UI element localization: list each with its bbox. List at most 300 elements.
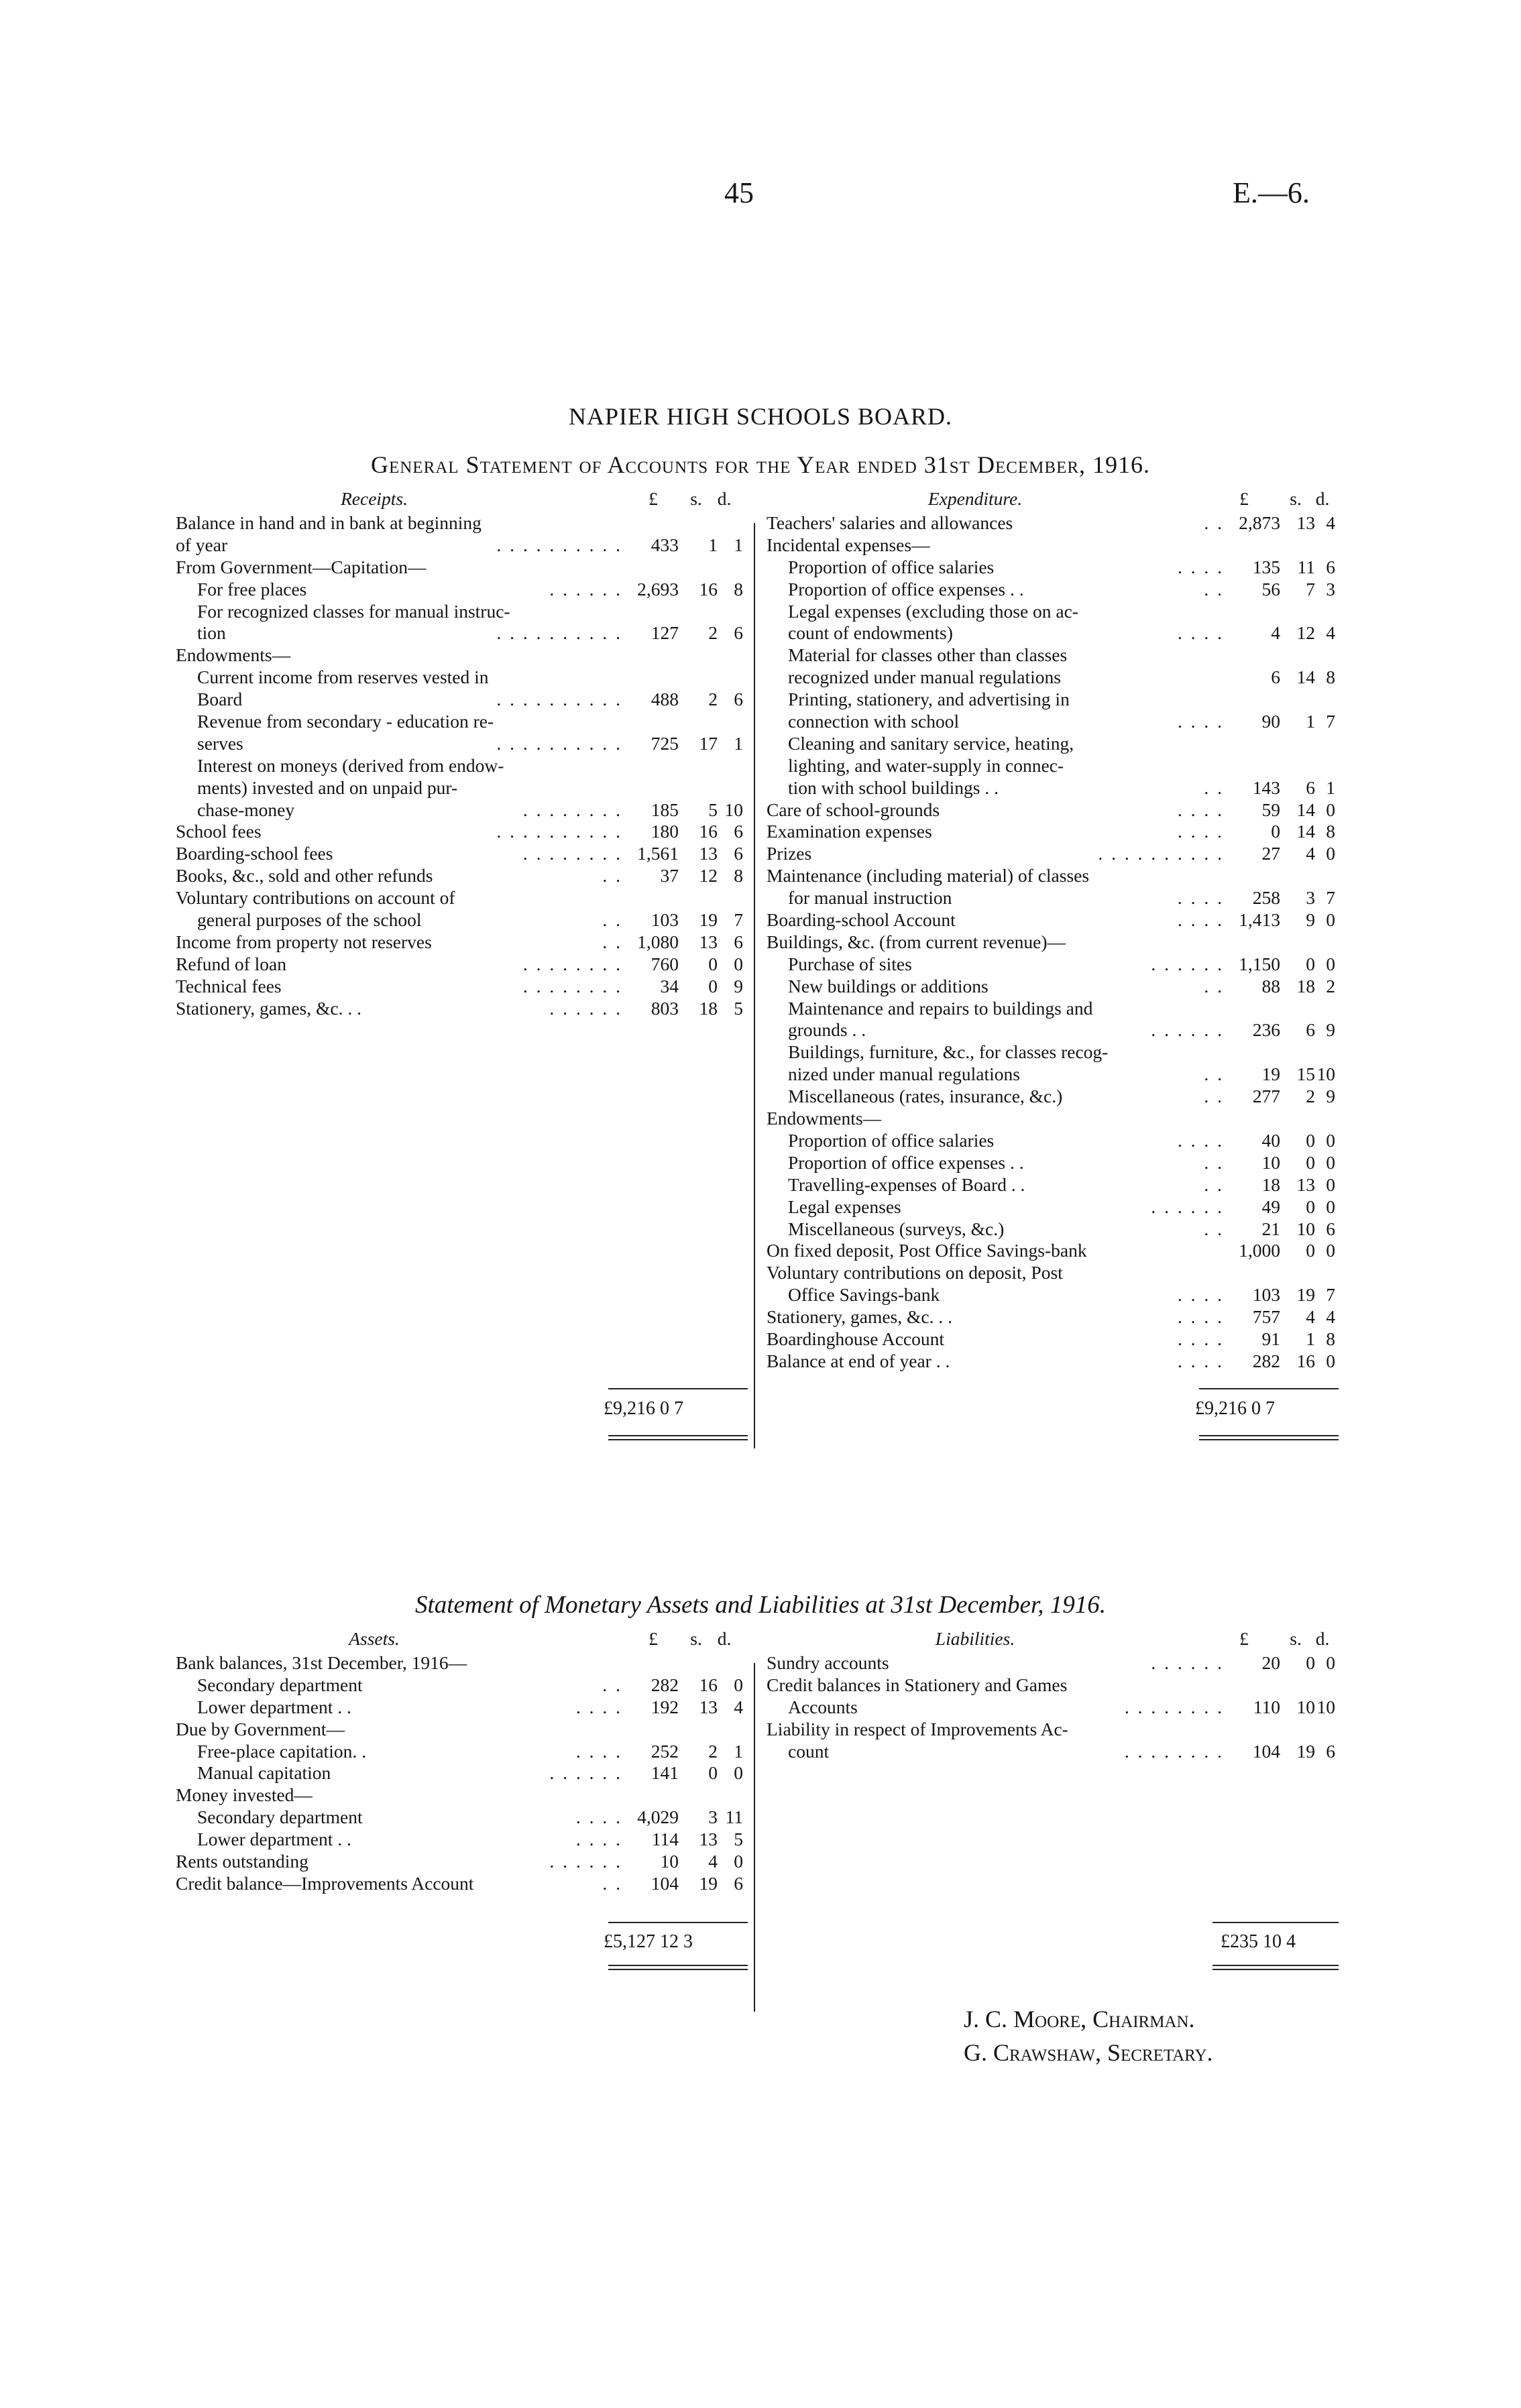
shillings-value: 5 <box>708 799 718 820</box>
row-label: Boarding-school fees <box>176 843 333 864</box>
row-label: general purposes of the school <box>197 909 422 931</box>
ledger-row <box>767 1174 1338 1196</box>
ledger-row <box>767 644 1338 667</box>
leader-dots: . . . . <box>1177 887 1224 909</box>
pounds-value: 143 <box>1252 777 1280 798</box>
shillings-value: 16 <box>699 821 718 842</box>
receipts-header <box>176 488 747 512</box>
row-label: Teachers' salaries and allowances <box>767 512 1013 533</box>
pounds-value: 2,693 <box>637 578 679 599</box>
leader-dots: . . <box>1204 1218 1224 1239</box>
shillings-unit: s. <box>1290 1628 1302 1649</box>
leader-dots: . . . . <box>575 1740 622 1762</box>
pounds-value: 236 <box>1252 1019 1280 1041</box>
pence-value: 6 <box>734 689 743 710</box>
pence-value: 4 <box>1326 512 1335 533</box>
row-label: Manual capitation <box>197 1762 331 1784</box>
row-label: Incidental expenses— <box>767 534 930 555</box>
shillings-value: 7 <box>1306 578 1315 599</box>
statement-title: Statement of Monetary Assets and Liabilities at 31st December, 1916. <box>414 1591 1107 1619</box>
ledger-row <box>176 954 747 976</box>
row-label: grounds . . <box>788 1019 866 1041</box>
board-title: NAPIER HIGH SCHOOLS BOARD. <box>568 403 953 430</box>
ledger-row <box>176 755 747 777</box>
pence-value: 0 <box>1326 1350 1335 1371</box>
row-label: New buildings or additions <box>788 975 989 996</box>
shillings-value: 15 <box>1296 1064 1315 1085</box>
row-label: for manual instruction <box>788 887 952 909</box>
shillings-value: 1 <box>708 534 718 555</box>
liabilities-heading: Liabilities. <box>935 1628 1015 1649</box>
row-label: Maintenance and repairs to buildings and <box>788 997 1093 1019</box>
ledger-row <box>176 1719 747 1741</box>
pounds-value: 4 <box>1271 622 1280 644</box>
row-label: Proportion of office salaries <box>788 556 995 577</box>
shillings-value: 0 <box>708 975 718 996</box>
row-label: Credit balances in Stationery and Games <box>767 1674 1068 1695</box>
expenditure-double-rule <box>1199 1435 1339 1440</box>
pence-value: 0 <box>734 953 743 974</box>
row-label: Revenue from secondary - education re- <box>197 711 494 732</box>
ledger-row <box>176 733 747 755</box>
pence-unit: d. <box>717 1628 732 1649</box>
assets-heading: Assets. <box>349 1628 400 1649</box>
ledger-row <box>176 711 747 733</box>
leader-dots: . . . . . . . . . . <box>496 622 622 644</box>
leader-dots: . . <box>1204 1086 1224 1107</box>
leader-dots: . . . . . . <box>1151 1196 1224 1217</box>
leader-dots: . . . . . . . . <box>522 843 622 864</box>
shillings-value: 9 <box>1306 909 1315 931</box>
pence-value: 10 <box>1316 1064 1335 1085</box>
ledger-row <box>176 644 747 667</box>
leader-dots: . . <box>602 865 622 886</box>
pounds-unit: £ <box>649 488 658 509</box>
ledger-row <box>767 1086 1338 1108</box>
leader-dots: . . . . . . . . . . <box>496 821 622 842</box>
leader-dots: . . . . . . . . . . <box>1098 843 1224 864</box>
shillings-value: 14 <box>1296 799 1315 820</box>
row-label: lighting, and water-supply in connec- <box>788 754 1064 776</box>
ledger-row <box>767 1019 1338 1041</box>
leader-dots: . . . . . . <box>549 997 622 1019</box>
ledger-row <box>176 689 747 711</box>
ledger-row <box>767 931 1338 954</box>
pounds-value: 757 <box>1252 1306 1280 1328</box>
leader-dots: . . . . . . . . . . <box>496 732 622 754</box>
ledger-row <box>767 1196 1338 1218</box>
column-divider <box>754 523 755 1448</box>
row-label: From Government—Capitation— <box>176 556 427 577</box>
ledger-row <box>176 1652 747 1674</box>
ledger-row <box>767 557 1338 579</box>
pounds-value: 10 <box>1261 1151 1280 1173</box>
ledger-row <box>767 579 1338 601</box>
row-label: Books, &c., sold and other refunds <box>176 865 433 886</box>
ledger-row <box>767 799 1338 821</box>
leader-dots: . . . . . . <box>1151 1652 1224 1673</box>
ledger-row <box>176 1851 747 1873</box>
shillings-value: 2 <box>1306 1086 1315 1107</box>
ledger-row <box>176 887 747 909</box>
pounds-value: 91 <box>1261 1328 1280 1349</box>
shillings-value: 4 <box>1306 843 1315 864</box>
shillings-value: 0 <box>708 953 718 974</box>
pence-value: 8 <box>734 865 743 886</box>
row-label: Money invested— <box>176 1784 313 1806</box>
pounds-value: 4,029 <box>637 1807 679 1828</box>
row-label: Buildings, &c. (from current revenue)— <box>767 931 1066 952</box>
ledger-row <box>176 622 747 644</box>
pounds-value: 1,080 <box>637 931 679 952</box>
row-label: Proportion of office salaries <box>788 1129 995 1151</box>
row-label: count <box>788 1740 830 1762</box>
shillings-value: 4 <box>708 1851 718 1872</box>
shillings-value: 17 <box>699 732 718 754</box>
leader-dots: . . . . <box>1177 622 1224 644</box>
pence-value: 0 <box>1326 1173 1335 1195</box>
ledger-row <box>176 931 747 954</box>
ledger-row <box>176 601 747 623</box>
ledger-row <box>767 865 1338 887</box>
pence-value: 0 <box>1326 799 1335 820</box>
pounds-value: 110 <box>1253 1696 1280 1717</box>
ledger-row <box>767 689 1338 711</box>
leader-dots: . . . . . . <box>1151 953 1224 974</box>
row-label: Current income from reserves vested in <box>197 667 489 688</box>
liabilities-rows <box>767 1652 1338 1762</box>
leader-dots: . . <box>602 931 622 952</box>
row-label: ments) invested and on unpaid pur- <box>197 777 458 798</box>
row-label: Liability in respect of Improvements Ac- <box>767 1718 1068 1739</box>
pence-value: 9 <box>1326 1019 1335 1041</box>
ledger-row <box>176 579 747 601</box>
row-label: For free places <box>197 578 307 599</box>
leader-dots: . . . . . . <box>549 578 622 599</box>
pence-value: 8 <box>1326 1328 1335 1349</box>
liabilities-table <box>767 1628 1338 1762</box>
ledger-row <box>767 622 1338 644</box>
row-label: Prizes <box>767 843 812 864</box>
row-label: Buildings, furniture, &c., for classes recog- <box>788 1041 1109 1063</box>
pence-value: 0 <box>1326 909 1335 931</box>
expenditure-rows <box>767 512 1338 1373</box>
pence-value: 9 <box>734 975 743 996</box>
shillings-value: 18 <box>1296 975 1315 996</box>
shillings-value: 13 <box>699 931 718 952</box>
pence-value: 6 <box>734 843 743 864</box>
pence-value: 4 <box>734 1696 743 1717</box>
ledger-row <box>176 1784 747 1807</box>
pounds-value: 277 <box>1252 1086 1280 1107</box>
accounts-title: General Statement of Accounts for the Year ended 31st December, 1916. <box>370 451 1151 478</box>
leader-dots: . . <box>1204 975 1224 996</box>
leader-dots: . . . . . . <box>549 1851 622 1872</box>
ledger-row <box>767 976 1338 998</box>
pounds-value: 104 <box>1252 1740 1280 1762</box>
pounds-value: 141 <box>651 1762 679 1784</box>
pounds-value: 19 <box>1261 1064 1280 1085</box>
shillings-value: 0 <box>1306 1196 1315 1217</box>
row-label: Proportion of office expenses . . <box>788 578 1024 599</box>
pounds-value: 803 <box>651 997 679 1019</box>
expenditure-table <box>767 488 1338 1373</box>
pence-value: 1 <box>1326 777 1335 798</box>
pence-value: 8 <box>734 578 743 599</box>
pence-value: 7 <box>1326 1284 1335 1306</box>
pence-value: 8 <box>1326 821 1335 842</box>
pounds-value: 282 <box>651 1674 679 1695</box>
shillings-value: 3 <box>708 1807 718 1828</box>
pounds-value: 34 <box>660 975 679 996</box>
pounds-value: 282 <box>1252 1350 1280 1371</box>
pence-value: 1 <box>734 732 743 754</box>
pounds-unit: £ <box>649 1628 658 1649</box>
ledger-row <box>176 1674 747 1697</box>
ledger-row <box>176 843 747 865</box>
pounds-value: 488 <box>651 689 679 710</box>
row-label: Sundry accounts <box>767 1652 889 1673</box>
pence-value: 11 <box>725 1807 743 1828</box>
shillings-value: 1 <box>1306 1328 1315 1349</box>
pence-value: 10 <box>1316 1696 1335 1717</box>
leader-dots: . . <box>602 1872 622 1894</box>
row-label: Boarding-school Account <box>767 909 956 931</box>
row-label: Miscellaneous (rates, insurance, &c.) <box>788 1086 1063 1107</box>
pounds-value: 20 <box>1261 1652 1280 1673</box>
ledger-row <box>176 1873 747 1895</box>
ledger-row <box>767 1674 1338 1697</box>
shillings-value: 0 <box>1306 1652 1315 1673</box>
ledger-row <box>767 1240 1338 1262</box>
row-label: count of endowments) <box>788 622 953 644</box>
row-label: Boardinghouse Account <box>767 1328 945 1349</box>
pence-value: 1 <box>734 1740 743 1762</box>
row-label: Endowments— <box>176 644 291 666</box>
row-label: Accounts <box>788 1696 858 1717</box>
ledger-row <box>767 1284 1338 1306</box>
ledger-row <box>767 1697 1338 1719</box>
row-label: Free-place capitation. . <box>197 1740 366 1762</box>
shillings-value: 18 <box>699 997 718 1019</box>
row-label: Office Savings-bank <box>788 1284 940 1306</box>
secretary-signature: G. Crawshaw, Secretary. <box>964 2039 1213 2066</box>
receipts-total-rule <box>608 1388 748 1389</box>
leader-dots: . . . . . . . . <box>522 975 622 996</box>
row-label: Voluntary contributions on account of <box>176 887 455 909</box>
ledger-row <box>767 733 1338 755</box>
pence-value: 6 <box>734 931 743 952</box>
ledger-row <box>176 1697 747 1719</box>
expenditure-heading: Expenditure. <box>927 488 1023 509</box>
row-label: Care of school-grounds <box>767 799 940 820</box>
pence-value: 6 <box>1326 556 1335 577</box>
pounds-value: 1,000 <box>1239 1240 1280 1261</box>
shillings-value: 0 <box>1306 1151 1315 1173</box>
pounds-value: 192 <box>651 1696 679 1717</box>
ledger-row <box>176 976 747 998</box>
receipts-total: £9,216 0 7 <box>604 1398 683 1419</box>
pounds-value: 104 <box>651 1872 679 1894</box>
pence-value: 6 <box>1326 1218 1335 1239</box>
expenditure-header <box>767 488 1338 512</box>
pounds-value: 180 <box>651 821 679 842</box>
leader-dots: . . . . . . . . . . <box>496 534 622 555</box>
row-label: chase-money <box>197 799 295 820</box>
pounds-value: 10 <box>660 1851 679 1872</box>
row-label: Legal expenses (excluding those on ac- <box>788 600 1078 622</box>
row-label: tion with school buildings . . <box>788 777 999 798</box>
ledger-row <box>767 667 1338 689</box>
leader-dots: . . . . . . . . <box>1124 1696 1224 1717</box>
row-label: Proportion of office expenses . . <box>788 1151 1024 1173</box>
pounds-value: 49 <box>1261 1196 1280 1217</box>
pence-value: 7 <box>1326 887 1335 909</box>
ledger-row <box>176 667 747 689</box>
row-label: Endowments— <box>767 1108 882 1129</box>
pounds-value: 135 <box>1252 556 1280 577</box>
ledger-row <box>767 821 1338 843</box>
pence-value: 0 <box>734 1674 743 1695</box>
shillings-unit: s. <box>1290 488 1302 509</box>
ledger-row <box>767 887 1338 909</box>
ledger-row <box>767 1741 1338 1763</box>
pounds-value: 433 <box>651 534 679 555</box>
page-number: 45 <box>724 176 754 209</box>
ledger-row <box>176 1829 747 1851</box>
leader-dots: . . <box>1204 1173 1224 1195</box>
pence-unit: d. <box>1315 488 1330 509</box>
ledger-row <box>767 1328 1338 1351</box>
assets-total: £5,127 12 3 <box>604 1931 693 1952</box>
pence-value: 0 <box>734 1762 743 1784</box>
shillings-value: 12 <box>699 865 718 886</box>
pounds-unit: £ <box>1239 488 1249 509</box>
leader-dots: . . <box>1204 1151 1224 1173</box>
assets-table <box>176 1628 747 1895</box>
pence-value: 0 <box>1326 953 1335 974</box>
pounds-value: 90 <box>1261 711 1280 732</box>
row-label: Travelling-expenses of Board . . <box>788 1173 1025 1195</box>
pounds-value: 6 <box>1271 667 1280 688</box>
pounds-value: 760 <box>651 953 679 974</box>
ledger-row <box>767 534 1338 557</box>
receipts-rows <box>176 512 747 1019</box>
page-reference: E.—6. <box>1233 176 1310 209</box>
row-label: connection with school <box>788 711 960 732</box>
shillings-value: 14 <box>1296 667 1315 688</box>
pounds-value: 252 <box>651 1740 679 1762</box>
ledger-row <box>176 777 747 799</box>
leader-dots: . . <box>1204 512 1224 533</box>
pounds-value: 37 <box>660 865 679 886</box>
ledger-row <box>767 909 1338 931</box>
pence-value: 0 <box>1326 1129 1335 1151</box>
row-label: nized under manual regulations <box>788 1064 1020 1085</box>
assets-header <box>176 1628 747 1652</box>
pounds-unit: £ <box>1239 1628 1249 1649</box>
ledger-row <box>176 821 747 843</box>
ledger-row <box>767 1130 1338 1152</box>
leader-dots: . . <box>602 909 622 931</box>
row-label: Lower department . . <box>197 1829 351 1850</box>
shillings-value: 16 <box>699 1674 718 1695</box>
ledger-row <box>767 1719 1338 1741</box>
receipts-heading: Receipts. <box>340 488 408 509</box>
pence-value: 7 <box>734 909 743 931</box>
pounds-value: 1,561 <box>637 843 679 864</box>
row-label: Cleaning and sanitary service, heating, <box>788 732 1074 754</box>
shillings-value: 2 <box>708 1740 718 1762</box>
shillings-value: 2 <box>708 622 718 644</box>
row-label: Due by Government— <box>176 1718 345 1739</box>
assets-rows <box>176 1652 747 1895</box>
row-label: Secondary department <box>197 1807 363 1828</box>
leader-dots: . . . . <box>1177 556 1224 577</box>
shillings-value: 6 <box>1306 777 1315 798</box>
leader-dots: . . <box>1204 777 1224 798</box>
row-label: tion <box>197 622 226 644</box>
pence-value: 0 <box>1326 1196 1335 1217</box>
liabilities-double-rule <box>1213 1965 1339 1970</box>
shillings-value: 4 <box>1306 1306 1315 1328</box>
pounds-value: 88 <box>1261 975 1280 996</box>
pence-value: 9 <box>1326 1086 1335 1107</box>
shillings-value: 13 <box>1296 1173 1315 1195</box>
assets-total-rule <box>608 1922 748 1923</box>
pounds-value: 258 <box>1252 887 1280 909</box>
pence-value: 1 <box>734 534 743 555</box>
pence-value: 7 <box>1326 711 1335 732</box>
shillings-value: 0 <box>708 1762 718 1784</box>
row-label: On fixed deposit, Post Office Savings-bank <box>767 1240 1087 1261</box>
leader-dots: . . <box>602 1674 622 1695</box>
pence-value: 0 <box>1326 843 1335 864</box>
ledger-row <box>767 1108 1338 1130</box>
row-label: Interest on moneys (derived from endow- <box>197 754 504 776</box>
ledger-row <box>176 512 747 534</box>
pence-value: 0 <box>1326 1151 1335 1173</box>
ledger-row <box>176 1741 747 1763</box>
shillings-value: 14 <box>1296 821 1315 842</box>
receipts-double-rule <box>608 1435 748 1440</box>
shillings-unit: s. <box>690 488 702 509</box>
receipts-table <box>176 488 747 1019</box>
shillings-value: 10 <box>1296 1218 1315 1239</box>
ledger-row <box>767 1218 1338 1241</box>
row-label: Maintenance (including material) of classes <box>767 865 1090 886</box>
row-label: Bank balances, 31st December, 1916— <box>176 1652 467 1673</box>
shillings-value: 6 <box>1306 1019 1315 1041</box>
shillings-value: 2 <box>708 689 718 710</box>
pence-value: 6 <box>734 622 743 644</box>
liabilities-header <box>767 1628 1338 1652</box>
leader-dots: . . . . . . . . <box>522 953 622 974</box>
leader-dots: . . . . <box>1177 711 1224 732</box>
pounds-value: 185 <box>651 799 679 820</box>
pounds-value: 2,873 <box>1239 512 1280 533</box>
row-label: Balance in hand and in bank at beginning <box>176 512 482 533</box>
leader-dots: . . . . . . <box>549 1762 622 1784</box>
row-label: Refund of loan <box>176 953 286 974</box>
ledger-row <box>176 909 747 931</box>
shillings-value: 0 <box>1306 953 1315 974</box>
shillings-value: 0 <box>1306 1240 1315 1261</box>
shillings-value: 19 <box>699 909 718 931</box>
row-label: Miscellaneous (surveys, &c.) <box>788 1218 1005 1239</box>
leader-dots: . . . . . . <box>1151 1019 1224 1041</box>
ledger-row <box>176 1762 747 1784</box>
